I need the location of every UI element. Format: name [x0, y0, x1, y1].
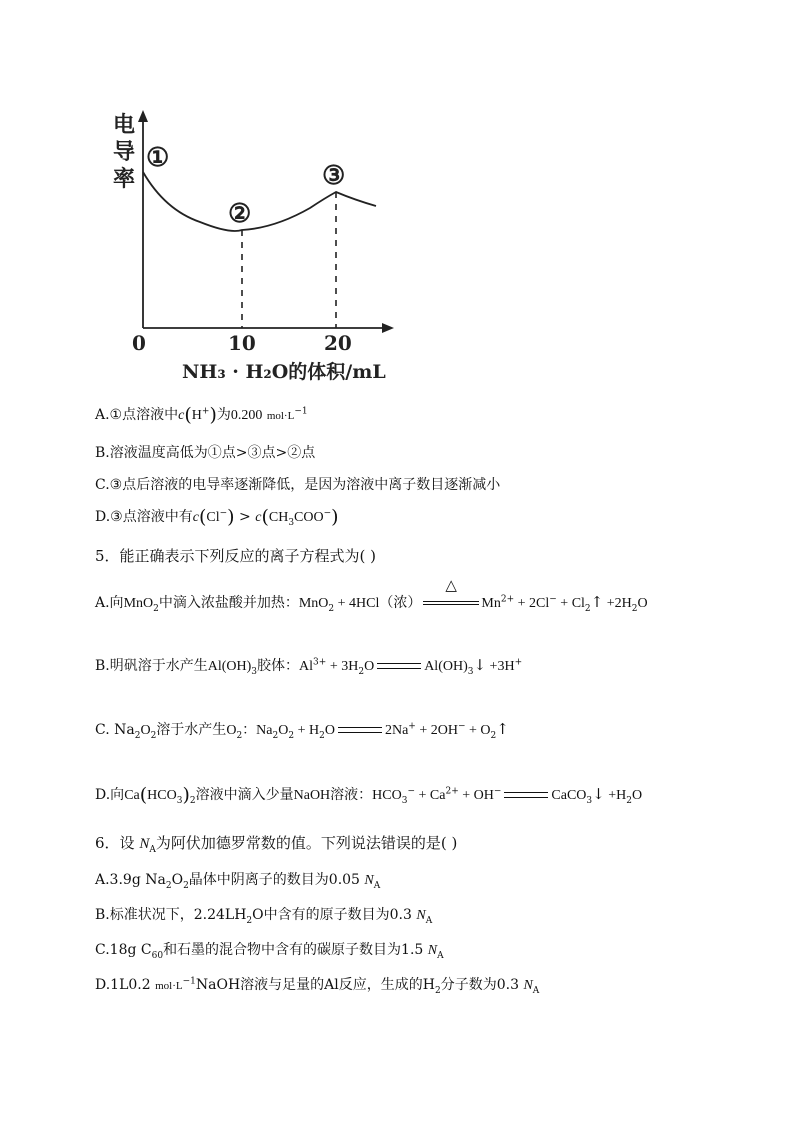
point-label-1: ① [146, 143, 170, 173]
gas-arrow-icon: ↑ [496, 720, 509, 738]
q5-option-c: C. $Na_2O_2$溶于水产生$O_2$：$Na_2O_2 + H_2O$ $2Na^+ + 2OH^- + O_2↑$ [95, 720, 509, 741]
point-label-2: ② [228, 199, 252, 229]
q5-option-a: A.向MnO$_2$中滴入浓盐酸并加热：MnO$_2$ + 4HCl（浓） △ $Mn^{2+} + 2Cl^-$ + $Cl_2↑ +2H_2O$ [95, 576, 648, 614]
heating-condition [421, 576, 481, 613]
precipitate-arrow-icon: ↓ [592, 785, 605, 803]
q6-option-b: B.标准状况下，$2.24LH_2O$中含有的原子数目为0.3 $N_A$ [95, 907, 433, 926]
q4-option-d: D.③点溶液中有$c(Cl^-) > c(CH_3COO^-)$ [95, 506, 339, 528]
gas-arrow-icon: ↑ [590, 593, 604, 611]
q6-option-c: C.18g $C_{60}$和石墨的混合物中含有的碳原子数目为1.5 $N_A$ [95, 942, 444, 961]
q4-option-b: B.溶液温度高低为①点>③点>②点 [95, 445, 316, 461]
q5-option-d: D.向$Ca(HCO_3)_2$溶液中滴入少量NaOH溶液：$HCO_3^- + Ca^{2+} + OH^-$ CaCO$_3$↓ $+H_2O$ [95, 784, 643, 806]
q4-option-a: A.①点溶液中c(H+)为0.200 $mol\cdot L^{-1}$ [95, 404, 308, 426]
x-tick-20: 20 [324, 331, 352, 355]
x-axis-arrow-icon [382, 323, 394, 333]
x-tick-10: 10 [228, 331, 256, 355]
equals-sign [504, 792, 548, 798]
origin-label: 0 [132, 331, 146, 355]
q6-option-d: D.1L0.2 $mol\cdot L^{-1}NaOH$溶液与足量的Al反应，生成的$H_2$分子数为0.3 $N_A$ [95, 976, 540, 996]
y-axis-arrow-icon [138, 110, 148, 122]
conductivity-figure [110, 100, 430, 390]
point-label-3: ③ [322, 161, 346, 191]
y-label-char-3: 率 [113, 166, 136, 192]
x-axis-label: NH₃ · H₂O的体积/mL [182, 361, 386, 383]
precipitate-arrow-icon: ↓ [473, 656, 487, 674]
q5-stem: 5．能正确表示下列反应的离子方程式为( ) [95, 547, 377, 565]
q4-option-c: C.③点后溶液的电导率逐渐降低，是因为溶液中离子数目逐渐减小 [95, 477, 501, 493]
q6-stem: 6．设 $N_A$为阿伏加德罗常数的值。下列说法错误的是( ) [95, 834, 458, 855]
q5-option-b: B.明矾溶于水产生$Al(OH)_3$胶体：$Al^{3+} + 3H_2O$ $Al(OH)_3↓ +3H^+$ [95, 656, 523, 677]
y-label-char-1: 电 [113, 112, 136, 138]
equals-sign [338, 727, 382, 733]
equals-sign [377, 663, 421, 669]
q6-option-a: A.3.9g $Na_2O_2$晶体中阴离子的数目为0.05 $N_A$ [95, 872, 381, 891]
delta-symbol: △ [445, 576, 457, 594]
y-label-char-2: 导 [113, 139, 136, 165]
